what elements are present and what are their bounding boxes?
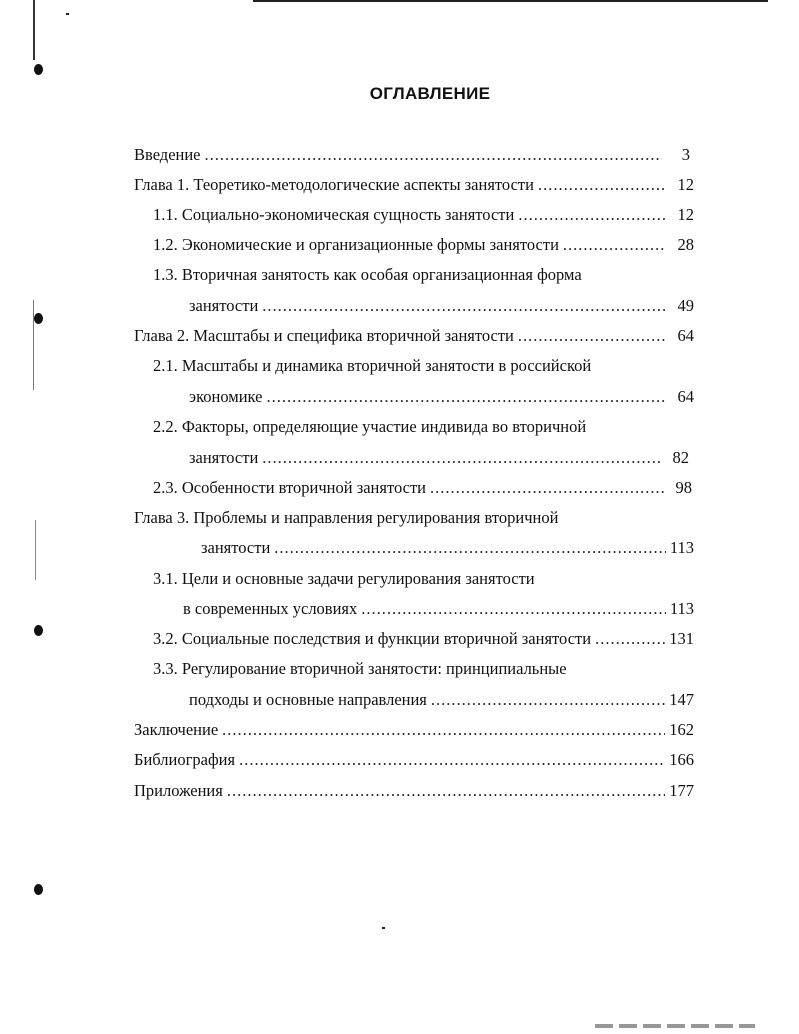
toc-entry-page: 162 xyxy=(669,720,694,739)
toc-entry-title: в современных условиях xyxy=(183,599,358,618)
toc-entry-page: 131 xyxy=(669,629,694,648)
toc-entry-page: 82 xyxy=(672,448,689,467)
toc-entry-page: 98 xyxy=(675,478,692,497)
scan-edge-left xyxy=(33,300,34,390)
toc-dot-leader xyxy=(430,477,664,499)
toc-dot-leader xyxy=(222,719,665,741)
toc-entry-page: 166 xyxy=(669,750,694,769)
toc-entry-page: 177 xyxy=(669,781,694,800)
toc-entry xyxy=(189,295,694,317)
toc-dot-leader xyxy=(274,537,666,559)
toc-dot-leader xyxy=(239,749,665,771)
toc-entry xyxy=(189,689,694,711)
toc-entry-title: экономике xyxy=(189,387,263,406)
toc-entry-page: 64 xyxy=(677,326,694,345)
toc-entry xyxy=(153,568,694,590)
toc-entry-page: 113 xyxy=(669,599,694,618)
page-title: ОГЛАВЛЕНИЕ xyxy=(369,84,491,103)
toc-entry-page: 12 xyxy=(677,205,694,224)
toc-entry xyxy=(153,355,694,377)
toc-entry-page: 3 xyxy=(681,145,690,164)
toc-dot-leader xyxy=(262,447,661,469)
scan-speck xyxy=(382,927,385,929)
toc-entry-page: 147 xyxy=(669,690,694,709)
toc-entry-page: 64 xyxy=(677,387,694,406)
punch-hole-mark xyxy=(34,625,43,636)
toc-entry-page: 113 xyxy=(669,538,694,557)
toc-entry xyxy=(134,719,694,741)
toc-entry-title: Глава 3. Проблемы и направления регулирования вторичной xyxy=(134,508,559,527)
scan-edge-bottom xyxy=(595,1024,755,1028)
toc-entry-title: 3.1. Цели и основные задачи регулирования занятости xyxy=(153,569,535,588)
toc-entry xyxy=(201,537,694,559)
toc-entry-page: 49 xyxy=(677,296,694,315)
toc-dot-leader xyxy=(538,174,666,196)
toc-entry-page: 28 xyxy=(677,235,694,254)
toc-entry xyxy=(153,628,694,650)
toc-entry-title: 1.1. Социально-экономическая сущность занятости xyxy=(153,205,515,224)
toc-entry xyxy=(134,749,694,771)
toc-entry xyxy=(153,416,694,438)
scan-edge-top xyxy=(253,0,768,2)
toc-entry-title: 3.2. Социальные последствия и функции вторичной занятости xyxy=(153,629,592,648)
toc-dot-leader xyxy=(266,386,666,408)
punch-hole-mark xyxy=(34,64,43,75)
toc-entry-title: 1.2. Экономические и организационные формы занятости xyxy=(153,235,559,254)
toc-entry-title: 1.3. Вторичная занятость как особая организационная форма xyxy=(153,265,582,284)
toc-entry xyxy=(134,174,694,196)
toc-entry-title: 2.2. Факторы, определяющие участие индивида во вторичной xyxy=(153,417,587,436)
toc-entry xyxy=(153,264,694,286)
scan-speck xyxy=(66,13,69,15)
toc-entry xyxy=(134,144,690,166)
toc-entry-title: Библиография xyxy=(134,750,236,769)
toc-entry xyxy=(134,780,694,802)
toc-dot-leader xyxy=(431,689,665,711)
toc-entry-title: 2.3. Особенности вторичной занятости xyxy=(153,478,426,497)
toc-entry-page: 12 xyxy=(677,175,694,194)
toc-entry xyxy=(189,447,689,469)
toc-dot-leader xyxy=(205,144,662,166)
toc-entry xyxy=(153,477,692,499)
toc-entry xyxy=(134,325,694,347)
scan-edge-left xyxy=(33,0,35,60)
toc-entry-title: Приложения xyxy=(134,781,223,800)
toc-dot-leader xyxy=(262,295,666,317)
toc-entry xyxy=(189,386,694,408)
toc-entry-title: Введение xyxy=(134,145,201,164)
punch-hole-mark xyxy=(34,884,43,895)
toc-entry xyxy=(153,658,694,680)
toc-dot-leader xyxy=(227,780,665,802)
toc-dot-leader xyxy=(518,204,666,226)
toc-dot-leader xyxy=(595,628,665,650)
toc-entry-title: 2.1. Масштабы и динамика вторичной занятости в российской xyxy=(153,356,592,375)
toc-entry-title: подходы и основные направления xyxy=(189,690,427,709)
toc-dot-leader xyxy=(361,598,666,620)
toc-entry xyxy=(153,234,694,256)
toc-dot-leader xyxy=(563,234,666,256)
toc-entry-title: 3.3. Регулирование вторичной занятости: принципиальные xyxy=(153,659,567,678)
toc-entry-title: Глава 1. Теоретико-методологические аспекты занятости xyxy=(134,175,534,194)
toc-entry xyxy=(183,598,694,620)
toc-entry-title: занятости xyxy=(201,538,271,557)
toc-entry-title: занятости xyxy=(189,448,259,467)
toc-entry-title: занятости xyxy=(189,296,259,315)
toc-entry-title: Глава 2. Масштабы и специфика вторичной занятости xyxy=(134,326,514,345)
toc-dot-leader xyxy=(518,325,666,347)
toc-entry-title: Заключение xyxy=(134,720,219,739)
punch-hole-mark xyxy=(34,313,43,324)
scan-edge-left xyxy=(35,520,36,580)
toc-entry xyxy=(153,204,694,226)
toc-entry xyxy=(134,507,694,529)
